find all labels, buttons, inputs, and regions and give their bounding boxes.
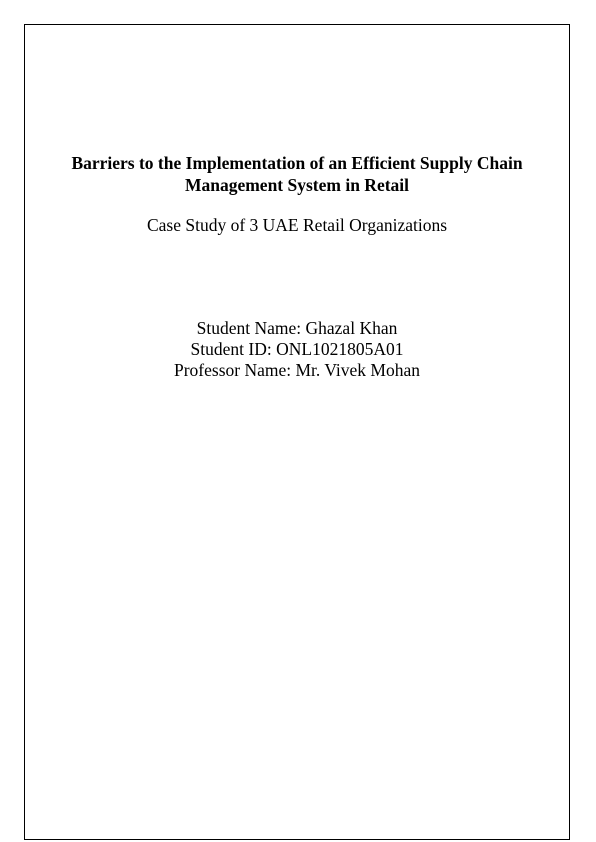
student-id: Student ID: ONL1021805A01 [190, 339, 404, 359]
student-info-block [24, 318, 570, 381]
title-line-2: Management System in Retail [184, 175, 410, 195]
title-line-1: Barriers to the Implementation of an Efficient Supply Chain [71, 153, 523, 173]
document-title [24, 152, 570, 196]
document-subtitle: Case Study of 3 UAE Retail Organizations [146, 215, 448, 235]
professor-name: Professor Name: Mr. Vivek Mohan [173, 360, 421, 380]
student-name: Student Name: Ghazal Khan [196, 318, 398, 338]
page-border [24, 24, 570, 840]
